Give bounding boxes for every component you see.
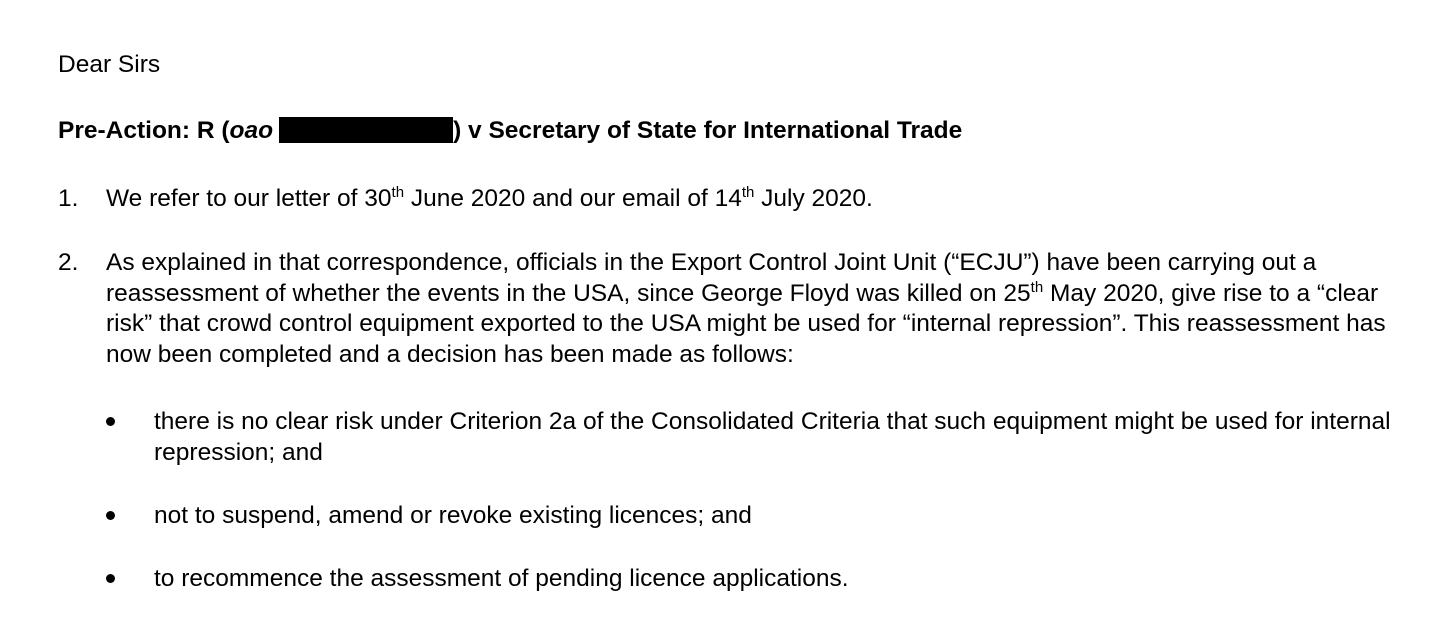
- subject-prefix: Pre-Action: R (: [58, 117, 230, 144]
- bullet-dot: [106, 417, 115, 426]
- redaction-block: [279, 117, 453, 143]
- paragraph-1: [58, 184, 1388, 215]
- list-item: [106, 406, 1396, 468]
- paragraph-number: 1.: [58, 185, 79, 212]
- subject-oao: oao: [229, 117, 274, 144]
- list-item: [106, 563, 1396, 594]
- list-item-text: to recommence the assessment of pending licence applications.: [154, 565, 849, 592]
- bullet-dot: [106, 511, 115, 520]
- subject-suffix: ) v Secretary of State for International Trade: [453, 117, 963, 144]
- paragraph-text: [106, 248, 1388, 370]
- ordinal-suffix: th: [741, 184, 755, 201]
- text-segment: July 2020.: [754, 185, 873, 212]
- bullet-dot: [106, 574, 115, 583]
- paragraph-text: [106, 184, 1388, 215]
- list-item: [106, 500, 1396, 531]
- paragraph-number: 2.: [58, 249, 79, 276]
- subject-heading: [58, 116, 962, 146]
- text-segment: May 2020, give rise to a “clear risk” that crowd control equipment exported to the USA might be used for “internal repression”. This reassessment has now been completed and a decision has been made as follows:: [106, 279, 1386, 368]
- list-item-text: not to suspend, amend or revoke existing licences; and: [154, 502, 752, 529]
- text-segment: As explained in that correspondence, officials in the Export Control Joint Unit (“ECJU”) have been carrying out a reassessment of whether the events in the USA, since George Floyd was killed on 25: [106, 249, 1317, 307]
- paragraph-2: [58, 248, 1388, 370]
- text-segment: June 2020 and our email of 14: [404, 185, 742, 212]
- ordinal-suffix: th: [1030, 278, 1044, 296]
- list-item-text: there is no clear risk under Criterion 2a of the Consolidated Criteria that such equipment might be used for internal repression; and: [154, 408, 1391, 466]
- text-segment: We refer to our letter of 30: [106, 185, 392, 212]
- salutation: Dear Sirs: [58, 51, 161, 78]
- ordinal-suffix: th: [391, 184, 405, 201]
